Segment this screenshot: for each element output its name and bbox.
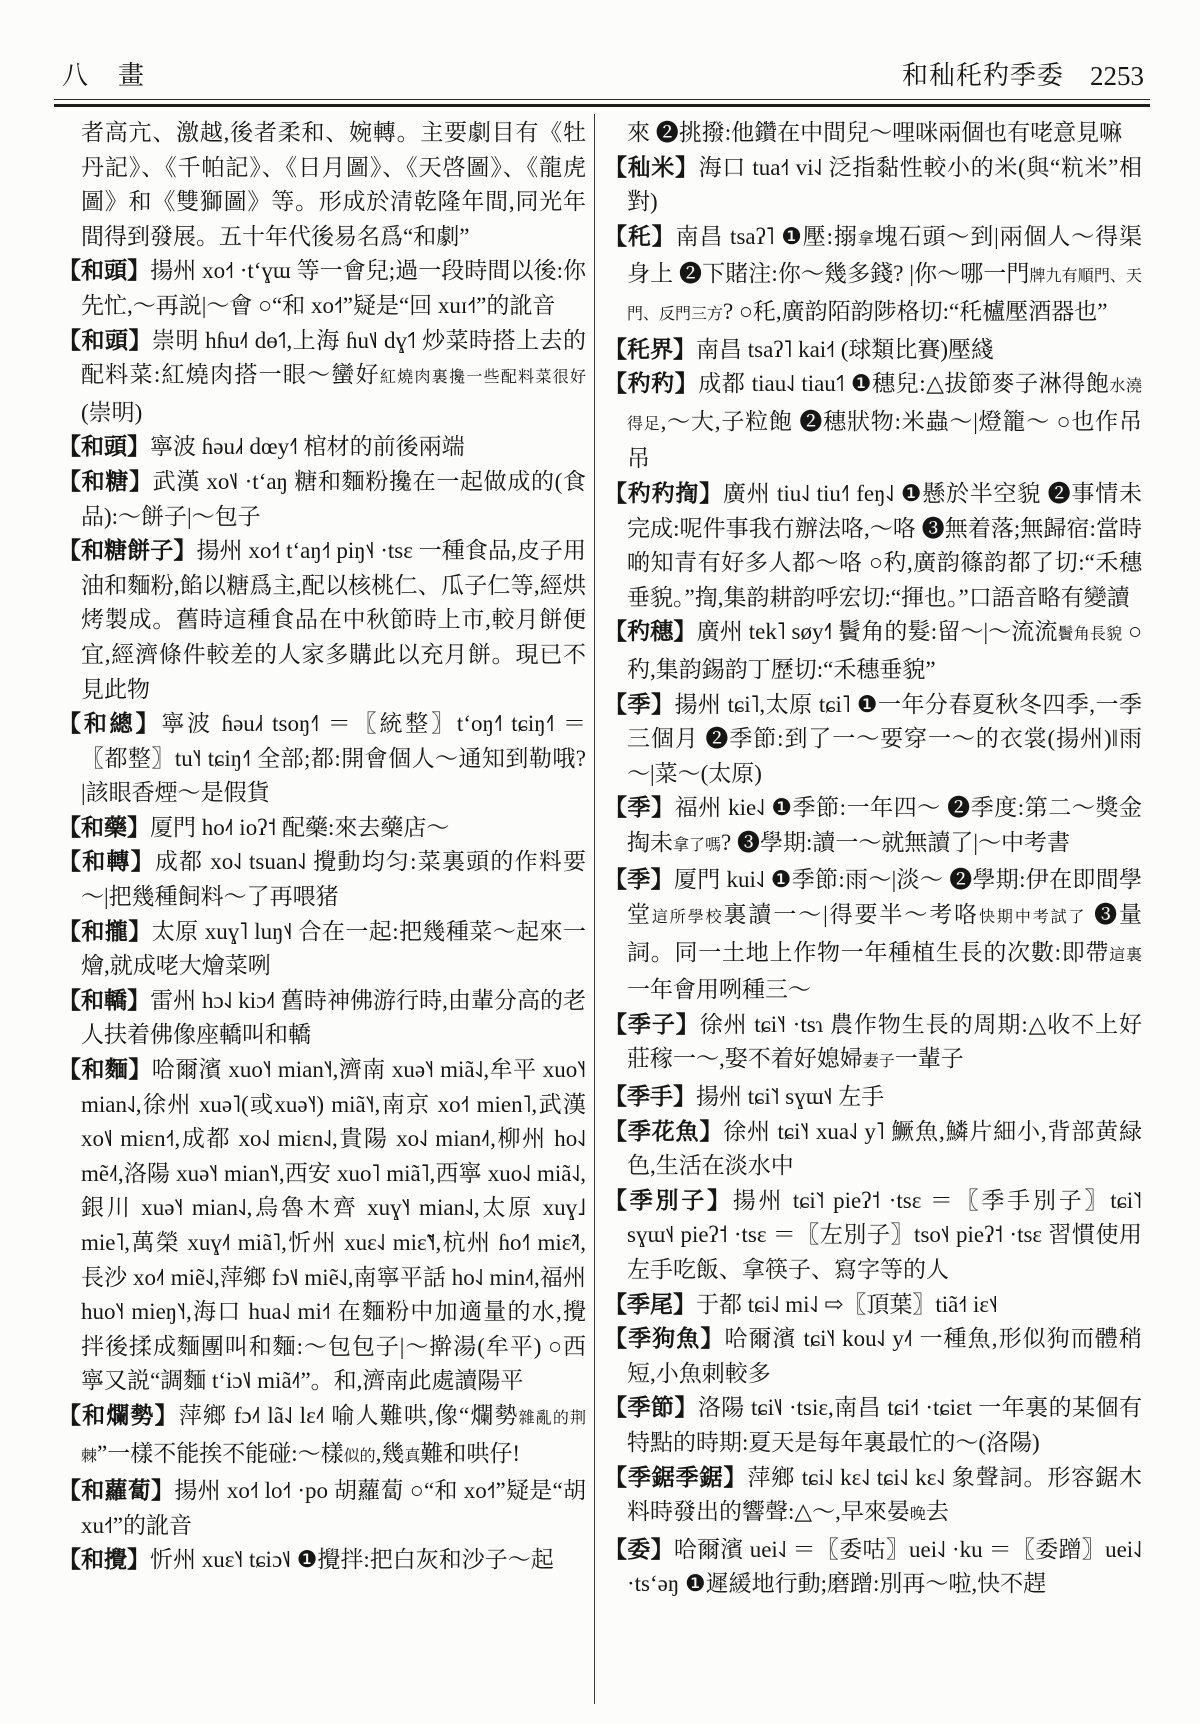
dict-entry bbox=[604, 1533, 1142, 1602]
entry-text: 南昌 tsaʔ˥ kai˧˦ (球類比賽)壓綫 bbox=[696, 336, 995, 362]
entry-headword: 【季】 bbox=[604, 867, 674, 893]
entry-text: 崇明 hɦu˨˦ dɵ˦˥,上海 ɦu˦˩ dɣ˦˥ 炒菜時搭上去的配料菜:紅燒肉搭一眼～蠻好 bbox=[81, 327, 587, 388]
entry-text: 一輩子 bbox=[894, 1046, 964, 1072]
entry-text: ? ❸學期:讀一～就無讀了|～中考書 bbox=[721, 829, 1070, 855]
entry-headword: 【和蘿蔔】 bbox=[58, 1478, 175, 1504]
entry-text: 來 ❷挑撥:他鑽在中間兒～哩咪兩個也有咾意見嘛 bbox=[627, 120, 1123, 145]
entry-text: ”一樣不能挨不能碰:～樣 bbox=[97, 1440, 344, 1466]
entry-headword: 【和頭】 bbox=[58, 434, 150, 460]
entry-headword: 【和頭】 bbox=[58, 258, 151, 284]
entry-text: 廣州 tek˥ søy˧˥ 鬢角的髮:留～|～流流 bbox=[696, 619, 1058, 645]
entry-text: 揚州 xo˧˦ tʻaŋ˧˦ piŋ˦˨ ·tsɛ 一種食品,皮子用油和麵粉,餡以糖爲主,配以核桃仁、瓜子仁等,經烘烤製成。舊時這種食品在中秋節時上市,較月餅便宜,經濟條件較差的人家多購此以充月餅。現已不見此物 bbox=[81, 538, 587, 702]
gloss-small-text: 拿了嗎 bbox=[673, 836, 722, 854]
dict-entry bbox=[58, 915, 586, 984]
entry-headword: 【秅界】 bbox=[604, 336, 696, 362]
dict-entry bbox=[604, 1115, 1142, 1184]
entry-text: (崇明) bbox=[81, 399, 143, 425]
dict-entry bbox=[58, 845, 586, 914]
entry-text: 揚州 tɕi˥,太原 tɕi˥ ❶一年分春夏秋冬四季,一季三個月 ❷季節:到了一～要穿一～的衣裳(揚州)‖雨～|菜～(太原) bbox=[627, 691, 1143, 786]
entry-headword: 【委】 bbox=[604, 1536, 674, 1562]
entry-text: 揚州 tɕi˥˦ pieʔ˦ ·tsɛ ＝〖季手別子〗tɕi˥˦ sɣɯ˦˨ pieʔ˦ ·tsɛ ＝〖左別子〗tso˦˨ pieʔ˦ ·tsɛ 習慣使用左手吃飯、拿筷子、寫字等的人 bbox=[627, 1187, 1143, 1282]
entry-text: 武漢 xo˦˩ ·tʻaŋ 糖和麵粉攙在一起做成的(食品):～餅子|～包子 bbox=[81, 468, 586, 529]
dict-entry bbox=[604, 220, 1142, 333]
section-label: 八 畫 bbox=[62, 61, 147, 90]
gloss-small-text: 紅燒肉裏攙一些配料菜很好 bbox=[379, 369, 586, 387]
entry-text: 塊石頭～到|兩個人～得渠身上 ❷下賭注:你～幾多錢? |你～哪一門 bbox=[627, 223, 1142, 287]
entry-text: 厦門 kui˨˩ ❶季節:雨～|淡～ ❷學期:伊在即間學堂 bbox=[627, 867, 1142, 928]
gloss-small-text: 似的 bbox=[343, 1447, 376, 1465]
gloss-small-text: 牌九有順門、天門、反門三方 bbox=[627, 268, 1142, 323]
entry-headword: 【季花魚】 bbox=[604, 1118, 724, 1144]
gloss-small-text: 拿 bbox=[857, 230, 875, 248]
entry-headword: 【和糖】 bbox=[58, 468, 153, 494]
gloss-small-text: 快期中考試了 bbox=[979, 909, 1087, 927]
dict-entry bbox=[58, 1399, 586, 1474]
entry-text: 厦門 ho˨˦ ioʔ˦ 配藥:來去藥店～ bbox=[150, 814, 450, 840]
entry-text: 揚州 tɕi˥˦ sɣɯ˦˨ 左手 bbox=[696, 1084, 885, 1110]
dict-entry bbox=[604, 367, 1142, 477]
entry-text: 寧波 ɦəu˩˧ dœy˧˥ 棺材的前後兩端 bbox=[150, 434, 465, 460]
entry-text: 洛陽 tɕi˥˩ ·tsiɛ,南昌 tɕi˧˦ ·tɕiɛt 一年裏的某個有特點的時期:夏天是每年裏最忙的～(洛陽) bbox=[627, 1395, 1143, 1455]
entry-text: 者高亢、激越,後者柔和、婉轉。主要劇目有《牡丹記》、《千帕記》、《日月圖》、《天啓圖》、《龍虎圖》和《雙獅圖》等。形成於清乾隆年間,同光年間得到發展。五十年代後易名爲“和劇” bbox=[81, 120, 586, 249]
entry-text: 于都 tɕi˨˩ mi˨˩ ⇨〖頂葉〗tiã˧˦ iɛ˦˨ bbox=[696, 1291, 998, 1317]
dict-entry bbox=[604, 688, 1142, 792]
gloss-small-text: 雜亂的荆棘 bbox=[81, 1409, 586, 1465]
entry-text: 萍鄉 tɕi˨˩ kɛ˨˩ tɕi˨˩ kɛ˨˩ 象聲詞。形容鋸木料時發出的響聲:△～,早來晏 bbox=[627, 1464, 1143, 1525]
entry-headword: 【䄪䄪揈】 bbox=[604, 480, 723, 506]
entry-headword: 【和轎】 bbox=[58, 987, 151, 1013]
dict-entry bbox=[58, 534, 586, 707]
entry-headword: 【季節】 bbox=[604, 1395, 698, 1421]
right-column bbox=[604, 116, 1142, 1602]
entry-text: ,幾 bbox=[375, 1440, 405, 1466]
entry-text: 揚州 xo˧˦ lo˧˦ ·po 胡蘿蔔 ○“和 xo˧˦”疑是“胡 xu˧˦”的訛音 bbox=[81, 1478, 587, 1538]
entry-text: 成都 xo˨˩ tsuan˨˩ 攪動均匀:菜裏頭的作料要～|把幾種飼料～了再喂猪 bbox=[81, 849, 586, 910]
entry-headword: 【和爛勢】 bbox=[58, 1402, 179, 1428]
entry-text: 海口 tua˧˦ vi˨˩ 泛指黏性較小的米(與“粇米”相對) bbox=[627, 154, 1142, 215]
gloss-small-text: 這裏 bbox=[1109, 946, 1142, 964]
entry-headword: 【和轉】 bbox=[58, 849, 155, 875]
dict-entry bbox=[604, 1288, 1142, 1323]
dict-entry bbox=[604, 1184, 1142, 1288]
gloss-small-text: 真 bbox=[404, 1447, 421, 1465]
gloss-small-text: 水澆得足 bbox=[627, 378, 1142, 433]
left-column bbox=[58, 116, 586, 1578]
dict-entry bbox=[604, 151, 1142, 220]
dict-entry bbox=[58, 430, 586, 465]
entry-text: 徐州 tɕi˥˧ xua˨˩ y˥ 鱖魚,鱗片細小,背部黄緑色,生活在淡水中 bbox=[627, 1118, 1142, 1179]
dict-entry bbox=[58, 984, 586, 1053]
entry-text: 揚州 xo˧˦ ·tʻɣɯ 等一會兒;過一段時間以後:你先忙,～再説|～會 ○“和 xo˧˦”疑是“回 xuɪ˧˦”的訛音 bbox=[81, 258, 587, 318]
dict-entry bbox=[58, 254, 586, 323]
entry-text: 福州 kie˨˩ ❶季節:一年四～ ❷季度:第二～獎金掏未 bbox=[627, 795, 1142, 855]
entry-text: 忻州 xuɛ˥˧ tɕiɔ˦˩ ❶攪拌:把白灰和沙子～起 bbox=[150, 1547, 554, 1573]
continuation-paragraph bbox=[58, 116, 586, 254]
dict-entry bbox=[604, 333, 1142, 368]
entry-text: 難和哄仔! bbox=[420, 1440, 521, 1466]
entry-text: 寧波 ɦəu˩˧ tsoŋ˧˥ ＝〖統整〗tʻoŋ˧˥ tɕiŋ˧˥ ＝〖都整〗tu˥˧ tɕiŋ˧˥ 全部;都:開會個人～通知到勒哦? |該眼香煙～是假貨 bbox=[81, 711, 586, 806]
dict-entry bbox=[58, 1474, 586, 1543]
entry-headword: 【和糖餅子】 bbox=[58, 538, 197, 564]
dict-entry bbox=[604, 615, 1142, 687]
entry-headword: 【季手】 bbox=[604, 1084, 696, 1110]
dict-entry bbox=[604, 1461, 1142, 1533]
entry-headword: 【和藥】 bbox=[58, 814, 150, 840]
dict-entry bbox=[604, 791, 1142, 863]
entry-headword: 【䄪穗】 bbox=[604, 619, 697, 645]
dict-entry bbox=[58, 1543, 586, 1578]
dict-entry bbox=[58, 1053, 586, 1399]
entry-text: 太原 xuɣ˥ luŋ˦˨ 合在一起:把幾種菜～起來一燴,就成咾大燴菜咧 bbox=[81, 918, 586, 979]
entry-headword: 【季子】 bbox=[604, 1011, 700, 1037]
entry-headword: 【季】 bbox=[604, 795, 675, 821]
entry-text: 一年會用咧種三～ bbox=[627, 977, 811, 1003]
entry-text: ❸量詞。同一土地上作物一年種植生長的次數:即帶 bbox=[627, 902, 1142, 965]
entry-headword: 【季狗魚】 bbox=[604, 1326, 725, 1352]
dict-entry bbox=[58, 465, 586, 534]
dict-entry bbox=[604, 1008, 1142, 1080]
dict-entry bbox=[58, 707, 586, 811]
dict-entry bbox=[58, 811, 586, 846]
entry-text: 成都 tiau˨˩ tiau˦˥ ❶穗兒:△拔節麥子淋得飽 bbox=[698, 371, 1110, 397]
entry-text: ○䄪,集韵錫韵丁歷切:“禾穗垂貌” bbox=[627, 619, 1142, 682]
entry-text: ? ○秅,廣韵陌韵陟格切:“秅櫨壓酒器也” bbox=[723, 298, 1108, 324]
entry-headword: 【和攏】 bbox=[58, 918, 152, 944]
dict-entry bbox=[604, 1322, 1142, 1391]
header-rule-thick bbox=[54, 104, 1150, 107]
entry-headword: 【季】 bbox=[604, 691, 675, 717]
entry-text: 萍鄉 fɔ˨˦ lã˨˩ lɛ˨˦ 喻人難哄,像“爛勢 bbox=[178, 1402, 519, 1428]
entry-headword: 【和總】 bbox=[58, 711, 162, 737]
entry-headword: 【季鋸季鋸】 bbox=[604, 1464, 748, 1490]
gloss-small-text: 晚 bbox=[909, 1506, 926, 1524]
dict-entry bbox=[604, 863, 1142, 1007]
header-right bbox=[902, 55, 1144, 92]
entry-headword: 【䄪䄪】 bbox=[604, 371, 699, 397]
entry-headword: 【和麵】 bbox=[58, 1057, 152, 1083]
entry-headword: 【和頭】 bbox=[58, 327, 152, 353]
entry-text: 裏讀一～|得要半～考咯 bbox=[723, 902, 980, 928]
entry-headword: 【和攪】 bbox=[58, 1547, 150, 1573]
guide-characters: 和秈秅䄪季委 bbox=[901, 61, 1064, 90]
dict-entry bbox=[604, 1391, 1142, 1460]
page-header bbox=[62, 56, 1144, 92]
gloss-small-text: 這所學校 bbox=[651, 909, 724, 927]
entry-headword: 【秅】 bbox=[604, 223, 676, 249]
entry-text: 哈爾濱 xuo˥˧ mian˥˧,濟南 xuə˥˧ miã˨˩,牟平 xuo˥˧ mian˨˩,徐州 xuə˥(或xuə˥˧) miã˥˧,南京 xo˧˦ mien˥,武漢 xo˦˩ miɛn˧˦,成都 xo˨˩ miɛn˨˩,貴陽 xo˨˩ mian˨˦,柳州 ho˨˩ mẽ˨˦,洛陽 xuə˥˧ mian˥˧,西安 xuo˥ miã˥,西寧 xuo˨˩ miã˨˩,銀川 xuə˥˧ mian˨˩,烏魯木齊 xuɣ˥˧ mian˨˩,太原 xuɣ˩ mie˥,萬榮 xuɣ˨˦ miã˥,忻州 xuɛ˨˩ miɛ̃˥˧,杭州 ɦo˧˥ miɛ̃˨˦,長沙 xo˨˦ miẽ˨˩,萍鄉 fɔ˦˩ miẽ˨˩,南寧平話 ho˨˩ min˨˦,福州 huo˥˧ mieŋ˥˧,海口 hua˨˩ mi˧˦ 在麵粉中加適量的水,攪拌後揉成麵團叫和麵:～包包子|～擀湯(牟平) ○西寧又説“調麵 tʻiɔ˦˩ miã˨˦”。和,濟南此處讀陽平 bbox=[81, 1057, 587, 1394]
entry-text: 南昌 tsaʔ˥ ❶壓:搦 bbox=[675, 223, 858, 249]
page-number: 2253 bbox=[1090, 61, 1144, 91]
dict-entry bbox=[58, 324, 586, 431]
entry-text: 徐州 tɕi˥˧ ·tsɿ 農作物生長的周期:△收不上好莊稼一～,娶不着好媳婦 bbox=[627, 1011, 1143, 1072]
entry-text: ,～大,子粒飽 ❷穗狀物:米蟲～|燈籠～ ○也作吊吊 bbox=[627, 408, 1142, 472]
entry-text: 去 bbox=[925, 1499, 949, 1525]
gloss-small-text: 鬢角長貌 bbox=[1057, 626, 1123, 644]
entry-text: 雷州 hɔ˨˩ kiɔ˨˦ 舊時神佛游行時,由輩分高的老人扶着佛像座轎叫和轎 bbox=[81, 987, 586, 1048]
entry-text: 廣州 tiu˨˩ tiu˧˥ feŋ˨˩ ❶懸於半空貌 ❷事情未完成:呢件事我冇辦法咯,～咯 ❸無着落;無歸宿:當時啲知青有好多人都～咯 ○䄪,廣韵篠韵都了切:“禾穗垂貌。”揈,集韵耕韵呼宏切:“揮也。”口語音略有變讀 bbox=[627, 480, 1142, 610]
entry-headword: 【季別子】 bbox=[604, 1187, 733, 1213]
entry-text: 哈爾濱 uei˨˩ ＝〖委咕〗uei˨˩ ·ku ＝〖委蹭〗uei˨˩ ·tsʻəŋ ❶遲緩地行動;磨蹭:別再～啦,快不趕 bbox=[627, 1536, 1142, 1597]
entry-text: 哈爾濱 tɕi˥˧ kou˨˩ y˨˦ 一種魚,形似狗而體稍短,小魚刺較多 bbox=[627, 1326, 1143, 1386]
entry-headword: 【季尾】 bbox=[604, 1291, 696, 1317]
dict-entry bbox=[604, 477, 1142, 615]
dict-entry bbox=[604, 1080, 1142, 1115]
column-divider bbox=[594, 114, 595, 1704]
gloss-small-text: 妻子 bbox=[862, 1053, 895, 1071]
header-rule-thin bbox=[54, 99, 1150, 100]
continuation-paragraph bbox=[604, 116, 1142, 151]
entry-headword: 【秈米】 bbox=[604, 154, 699, 180]
